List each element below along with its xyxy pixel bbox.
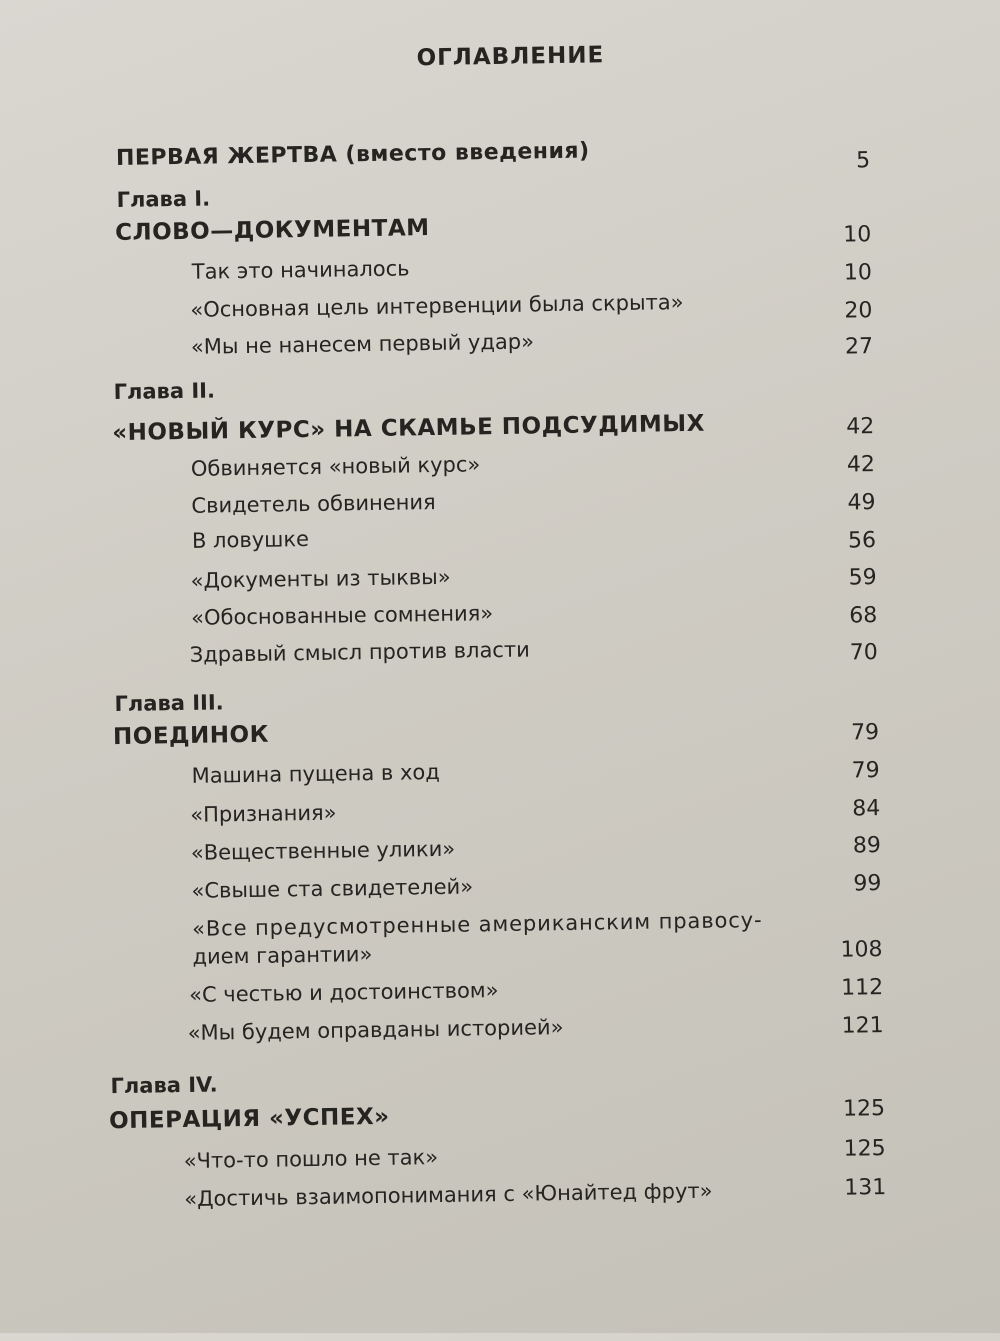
toc-entry-page: 131 (844, 1174, 887, 1201)
chapter-4-page: 125 (842, 1096, 886, 1122)
toc-entry-page: 125 (843, 1136, 886, 1162)
toc-entry: В ловушке (191, 526, 310, 553)
toc-entry-page: 99 (853, 871, 882, 897)
chapter-2-label: Глава II. (113, 378, 216, 405)
toc-entry: «Свыше ста свидетелей» (191, 874, 474, 903)
toc-entry-page: 89 (852, 833, 882, 859)
toc-entry-page: 59 (848, 565, 877, 591)
intro-page: 5 (855, 148, 871, 174)
toc-entry: «Основная цель интервенции была скрыта» (190, 290, 684, 322)
toc-entry: «Признания» (190, 800, 337, 827)
toc-entry: «Мы будем оправданы историей» (187, 1015, 564, 1045)
toc-entry: Свидетель обвинения (191, 489, 436, 518)
chapter-2-title: «НОВЫЙ КУРС» НА СКАМЬЕ ПОДСУДИМЫХ (112, 410, 706, 447)
chapter-4-label: Глава IV. (110, 1072, 218, 1099)
toc-entry-page: 79 (851, 758, 880, 784)
toc-entry-page: 108 (840, 937, 883, 963)
toc-entry-page: 70 (849, 640, 879, 666)
toc-entry-page: 84 (852, 796, 881, 822)
toc-entry: «Вещественные улики» (190, 836, 456, 865)
toc-entry-page: 20 (844, 298, 873, 324)
toc-entry: Так это начиналось (191, 256, 410, 284)
chapter-3-label: Глава III. (114, 690, 224, 717)
toc-entry: «Мы не нанесем первый удар» (190, 329, 535, 359)
toc-entry-page: 27 (844, 334, 874, 360)
toc-entry: Машина пущена в ход (191, 759, 440, 788)
toc-entry: «Что-то пошло не так» (183, 1145, 439, 1174)
chapter-1-label: Глава I. (116, 186, 211, 212)
toc-entry: «С честью и достоинством» (188, 978, 499, 1007)
toc-entry-page: 121 (841, 1013, 884, 1039)
chapter-1-page: 10 (843, 222, 872, 248)
toc-entry-page: 10 (843, 260, 873, 286)
toc-entry: «Все предусмотренные американским правосу- (191, 907, 763, 941)
toc-entry: Здравый смысл против власти (189, 637, 530, 667)
toc-entry: Обвиняется «новый курс» (190, 452, 481, 481)
toc-entry-page: 49 (847, 490, 876, 516)
page-title: ОГЛАВЛЕНИЕ (416, 42, 605, 72)
toc-entry: «Достичь взаимопонимания с «Юнайтед фрут» (184, 1178, 713, 1212)
toc-entry-continued: дием гарантии» (192, 942, 373, 969)
chapter-4-title: ОПЕРАЦИЯ «УСПЕХ» (108, 1103, 390, 1135)
toc-entry-page: 68 (849, 603, 878, 629)
chapter-3-page: 79 (850, 720, 880, 746)
chapter-2-page: 42 (846, 414, 875, 440)
chapter-1-title: СЛОВО—ДОКУМЕНТАМ (114, 215, 430, 246)
toc-entry-page: 112 (840, 975, 884, 1001)
chapter-3-title: ПОЕДИНОК (112, 721, 270, 751)
toc-entry: «Документы из тыквы» (190, 564, 451, 593)
toc-entry-page: 56 (847, 528, 877, 554)
intro-title: ПЕРВАЯ ЖЕРТВА (вместо введения) (115, 138, 590, 171)
toc-entry: «Обоснованные сомнения» (191, 601, 494, 630)
toc-entry-page: 42 (846, 452, 876, 478)
